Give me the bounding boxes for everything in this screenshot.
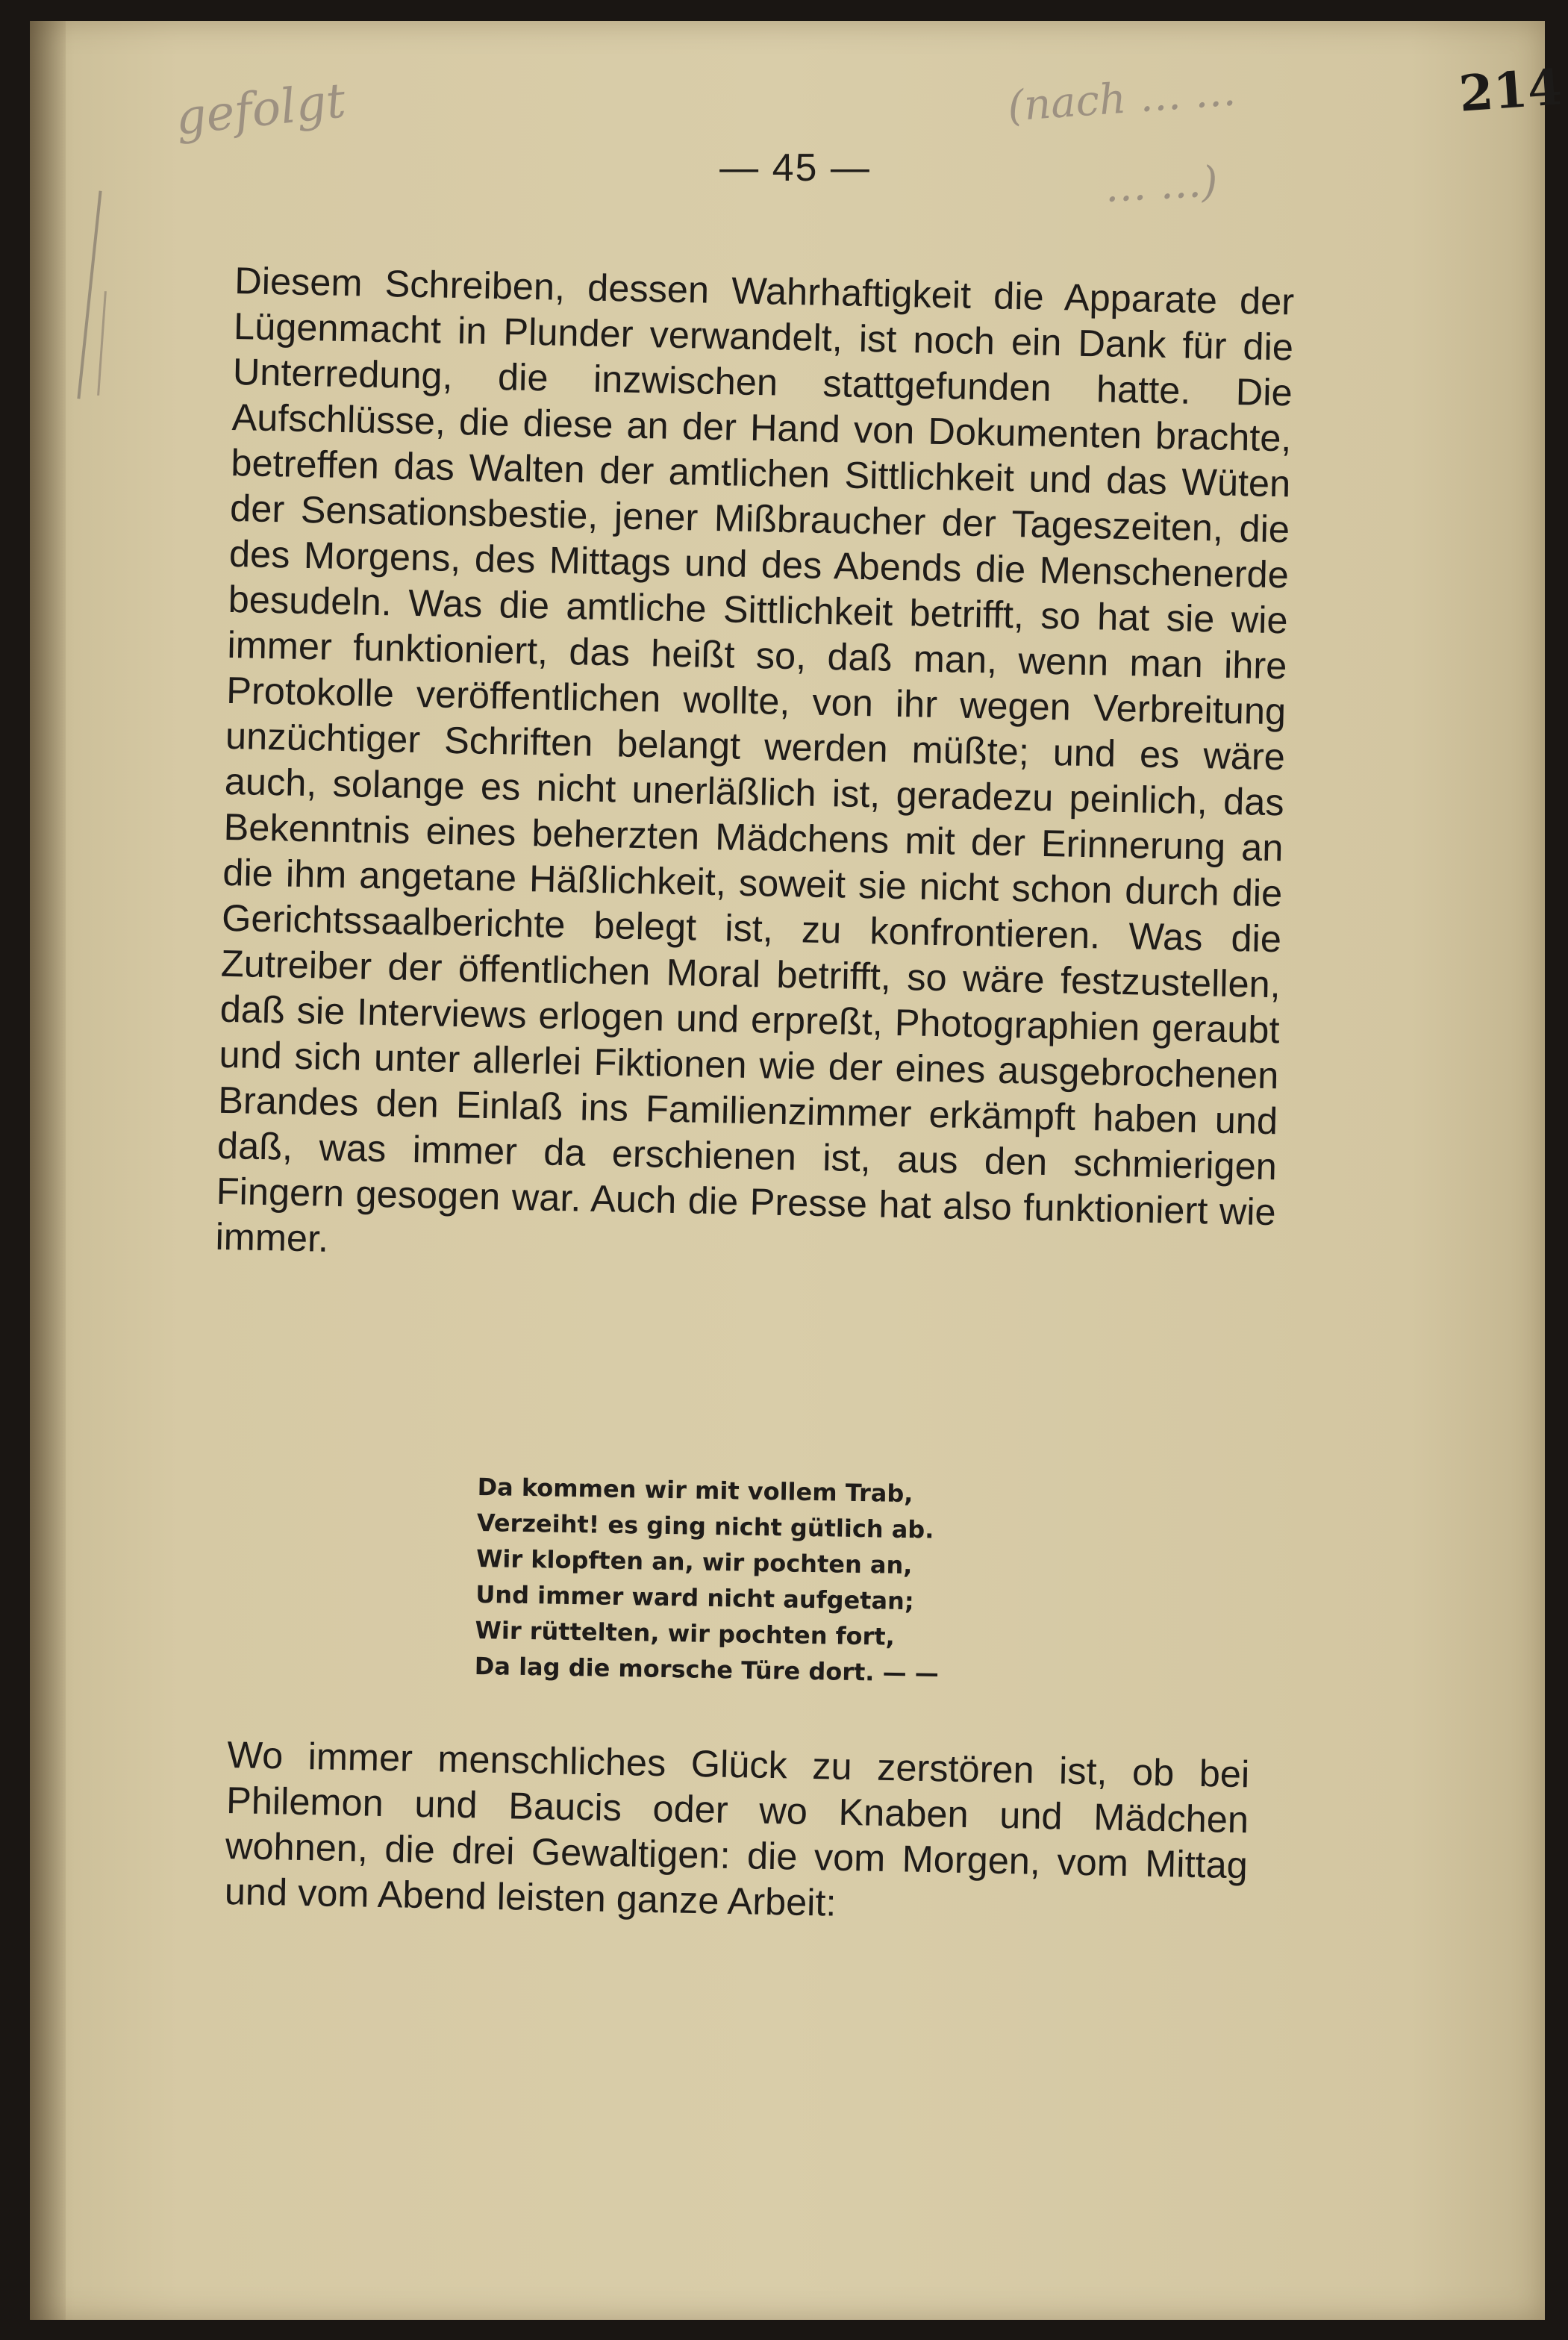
handwritten-note-left: gefolgt: [172, 73, 349, 146]
main-paragraph-text: Diesem Schreiben, dessen Wahrhaftigkeit die Apparate der Lügenmacht in Plunder verwandelt, ist noch ein Dank für die Unterredung, die inzwischen stattgefunden hatte. Die Aufschlüsse, die diese an der Hand von Dokumenten brachte, betreffen das Walten der amtlichen Sittlichkeit und das Wüten der Sensationsbestie, jener Mißbraucher der Tageszeiten, die des Morgens, des Mittags und des Abends die Menschenerde besudeln. Was die amtliche Sittlichkeit betrifft, so hat sie wie immer funktioniert, das heißt so, daß man, wenn man ihre Protokolle veröffentlichen wollte, von ihr wegen Verbreitung unzüchtiger Schriften belangt werden müßte; und es wäre auch, solange es nicht unerläßlich ist, geradezu peinlich, das Bekenntnis eines beherzten Mädchens mit der Erinnerung an die ihm angetane Häßlichkeit, soweit sie nicht schon durch die Gerichtssaalberichte belegt ist, zu konfrontieren. Was die Zutreiber der öffentlichen Moral betrifft, so wäre festzustellen, daß sie Interviews erlogen und erpreßt, Photographien geraubt und sich unter allerlei Fiktionen wie der eines ausgebrochenen Brandes den Einlaß ins Familienzimmer erkämpft haben und daß, was immer da erschienen ist, aus den schmierigen Fingern gesogen war. Auch die Presse hat also funktioniert wie immer.: [215, 258, 1295, 1260]
verse-quote: [474, 1469, 941, 1691]
verse-line: Wir rüttelten, wir pochten fort,: [475, 1615, 896, 1651]
verse-line: Da kommen wir mit vollem Trab,: [477, 1472, 913, 1508]
closing-paragraph: [224, 1732, 1249, 1933]
closing-paragraph-text: Wo immer menschliches Glück zu zerstören ist, ob bei Philemon und Baucis oder wo Knaben und Mädchen wohnen, die drei Gewaltigen: die vom Morgen, vom Mittag und vom Abend leisten ganze Arbeit:: [224, 1732, 1250, 1924]
handwritten-note-right-2: … …): [1103, 157, 1219, 212]
handwritten-note-right: (nach … …: [1006, 66, 1238, 131]
verse-line: Und immer ward nicht aufgetan;: [475, 1579, 914, 1616]
verse-line: Da lag die morsche Türe dort. — —: [474, 1651, 940, 1688]
verse-line: Verzeiht! es ging nicht gütlich ab.: [476, 1508, 934, 1544]
folio-number: 214: [1457, 57, 1564, 123]
page-number: — 45 —: [719, 146, 871, 190]
page-gutter: [30, 21, 66, 2320]
verse-line: Wir klopften an, wir pochten an,: [475, 1544, 913, 1580]
main-paragraph: [215, 258, 1295, 1280]
